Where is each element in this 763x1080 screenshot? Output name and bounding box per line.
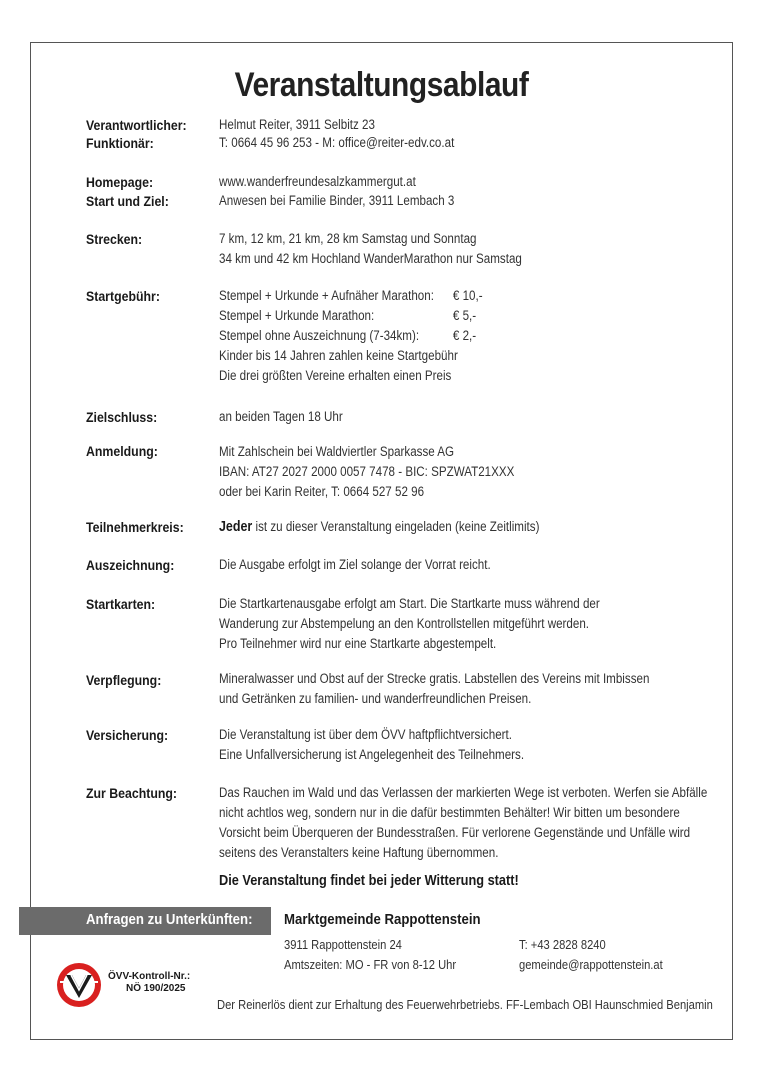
kontroll-block (108, 971, 190, 995)
label-versicherung: Versicherung: (86, 727, 169, 743)
fee-note: Kinder bis 14 Jahren zahlen keine Startgebühr (219, 348, 458, 363)
startkarten-line: Die Startkartenausgabe erfolgt am Start. Die Startkarte muss während der (219, 596, 600, 611)
value-verpflegung (219, 669, 649, 709)
label-homepage: Homepage: (86, 174, 154, 190)
accommodation-address-block (284, 935, 456, 975)
label-strecken: Strecken: (86, 231, 143, 247)
beachtung-line: seitens des Veranstalters keine Haftung übernommen. (219, 845, 499, 860)
beachtung-line: Das Rauchen im Wald und das Verlassen der markierten Wege ist verboten. Werfen sie Abfälle (219, 785, 708, 800)
strecken-line: 34 km und 42 km Hochland WanderMarathon nur Samstag (219, 251, 522, 266)
fee-price: € 5,- (452, 308, 477, 323)
value-verantwortlicher: Helmut Reiter, 3911 Selbitz 23 (219, 117, 375, 132)
fee-item: Stempel ohne Auszeichnung (7-34km): (219, 328, 420, 343)
fee-item: Stempel + Urkunde Marathon: (219, 308, 375, 323)
accommodation-contact-block (519, 935, 663, 975)
fee-item: Stempel + Urkunde + Aufnäher Marathon: (219, 288, 434, 303)
verpflegung-line: Mineralwasser und Obst auf der Strecke gratis. Labstellen des Vereins mit Imbissen (219, 671, 650, 686)
value-homepage: www.wanderfreundesalzkammergut.at (219, 174, 416, 189)
value-strecken (219, 229, 522, 269)
beachtung-line: nicht achtlos weg, sondern nur in die dafür bestimmten Behälter! Wir bitten um besondere (219, 805, 680, 820)
startkarten-line: Pro Teilnehmer wird nur eine Startkarte abgestempelt. (219, 636, 497, 651)
fee-price: € 2,- (452, 328, 477, 343)
footer-note: Der Reinerlös dient zur Erhaltung des Feuerwehrbetriebs. FF-Lembach OBI Haunschmied Benjamin (217, 997, 713, 1012)
page-title: Veranstaltungsablauf (234, 66, 529, 104)
label-startgebuehr: Startgebühr: (86, 288, 160, 304)
strecken-line: 7 km, 12 km, 21 km, 28 km Samstag und Sonntag (219, 231, 477, 246)
teilnehmerkreis-bold: Jeder (219, 519, 253, 535)
verpflegung-line: und Getränken zu familien- und wanderfreundlichen Preisen. (219, 691, 532, 706)
versicherung-line: Eine Unfallversicherung ist Angelegenheit des Teilnehmers. (219, 747, 525, 762)
fee-price: € 10,- (452, 288, 483, 303)
value-teilnehmerkreis (219, 517, 539, 537)
label-beachtung: Zur Beachtung: (86, 785, 178, 801)
accommodation-address: 3911 Rappottenstein 24 (284, 937, 402, 952)
accommodation-hours: Amtszeiten: MO - FR von 8-12 Uhr (284, 957, 457, 972)
value-beachtung (219, 783, 707, 863)
label-teilnehmerkreis: Teilnehmerkreis: (86, 519, 184, 535)
accommodation-name: Marktgemeinde Rappottenstein (284, 911, 481, 928)
label-start-ziel: Start und Ziel: (86, 193, 169, 209)
teilnehmerkreis-rest: ist zu dieser Veranstaltung eingeladen (keine Zeitlimits) (252, 519, 540, 534)
value-startgebuehr (219, 286, 483, 386)
startkarten-line: Wanderung zur Abstempelung an den Kontrollstellen mitgeführt werden. (219, 616, 590, 631)
value-zielschluss: an beiden Tagen 18 Uhr (219, 409, 343, 424)
label-funktionaer: Funktionär: (86, 135, 154, 151)
fee-row (219, 326, 477, 346)
kontroll-label: ÖVV-Kontroll-Nr.: (108, 971, 191, 982)
anmeldung-line: oder bei Karin Reiter, T: 0664 527 52 96 (219, 484, 425, 499)
label-auszeichnung: Auszeichnung: (86, 557, 175, 573)
label-verpflegung: Verpflegung: (86, 672, 162, 688)
value-auszeichnung: Die Ausgabe erfolgt im Ziel solange der Vorrat reicht. (219, 557, 491, 572)
oevv-logo-icon (56, 962, 102, 1008)
anmeldung-line: Mit Zahlschein bei Waldviertler Sparkasse AG (219, 444, 455, 459)
fee-row (219, 306, 477, 326)
anmeldung-line: IBAN: AT27 2027 2000 0057 7478 - BIC: SPZWAT21XXX (219, 464, 515, 479)
value-anmeldung (219, 442, 514, 502)
fee-note: Die drei größten Vereine erhalten einen Preis (219, 368, 452, 383)
value-start-ziel: Anwesen bei Familie Binder, 3911 Lembach 3 (219, 193, 455, 208)
label-verantwortlicher: Verantwortlicher: (86, 117, 187, 133)
accommodation-band-label: Anfragen zu Unterkünften: (86, 911, 253, 928)
versicherung-line: Die Veranstaltung ist über dem ÖVV haftpflichtversichert. (219, 727, 512, 742)
label-anmeldung: Anmeldung: (86, 443, 158, 459)
beachtung-line: Vorsicht beim Überqueren der Bundesstraßen. Für verlorene Gegenstände und Unfälle wird (219, 825, 691, 840)
value-funktionaer: T: 0664 45 96 253 - M: office@reiter-edv.co.at (219, 135, 455, 150)
value-startkarten (219, 594, 600, 654)
kontroll-number: NÖ 190/2025 (126, 983, 186, 994)
fee-row (219, 286, 483, 306)
accommodation-phone: T: +43 2828 8240 (519, 937, 606, 952)
accommodation-email: gemeinde@rappottenstein.at (519, 957, 663, 972)
value-versicherung (219, 725, 524, 765)
weather-note: Die Veranstaltung findet bei jeder Witterung statt! (219, 873, 519, 889)
label-zielschluss: Zielschluss: (86, 409, 158, 425)
label-startkarten: Startkarten: (86, 596, 156, 612)
